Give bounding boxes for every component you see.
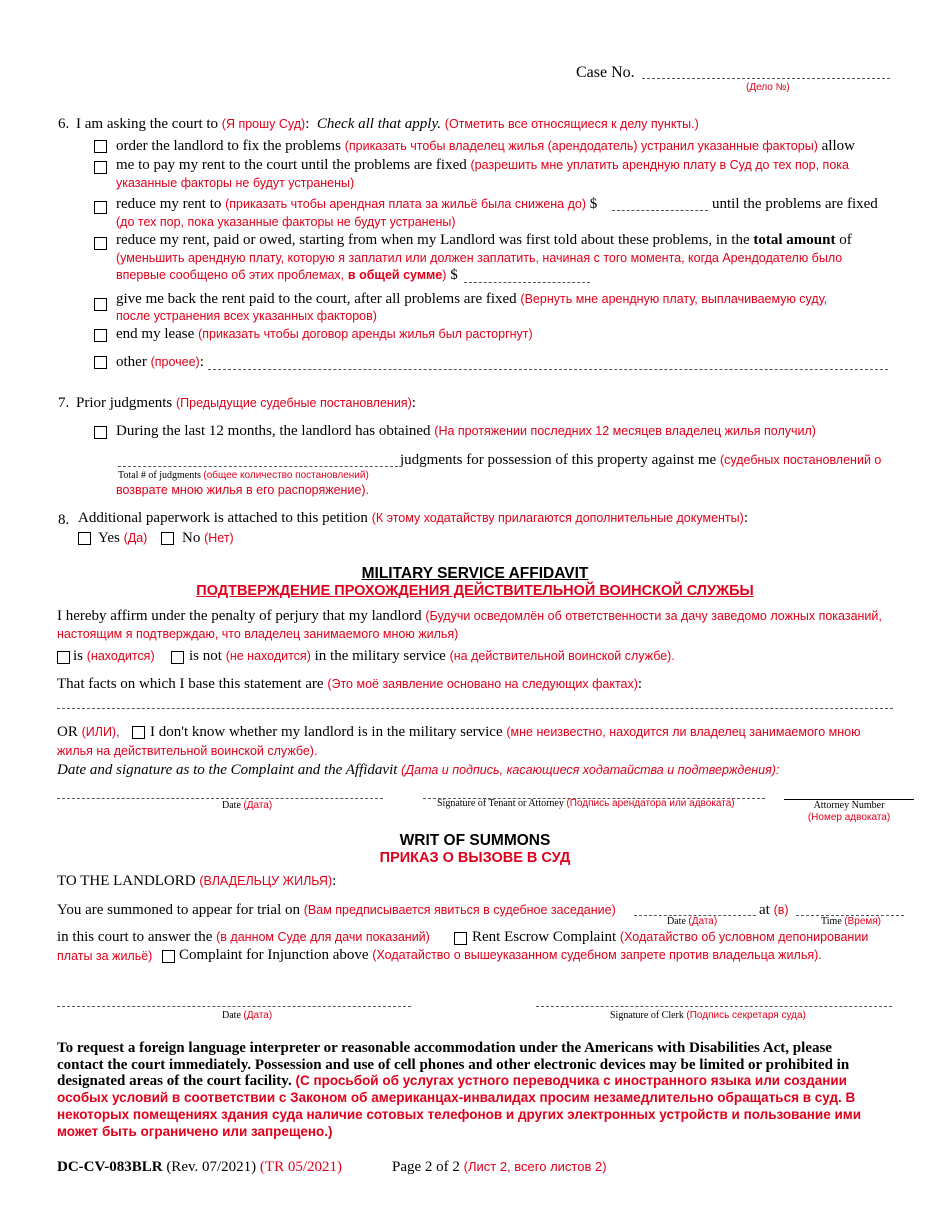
facts-line (57, 676, 642, 693)
signature-tenant-label (437, 798, 735, 809)
opt4-ru-close: ) (442, 268, 447, 282)
attorney-number-label: Attorney Number (813, 800, 885, 811)
footer-rev: (Rev. 07/2021) (166, 1159, 257, 1175)
affidavit-date-field[interactable] (57, 798, 383, 799)
opt4-ru-line2 (116, 267, 458, 284)
is-ru: (находится) (86, 649, 155, 663)
item7-total-label (118, 470, 369, 481)
dontknow-ru-b: жилья на действительной воинской службе). (57, 744, 318, 758)
item6-lead (76, 116, 699, 133)
is-en: is (73, 648, 84, 664)
trial-time-label (821, 916, 881, 927)
military-title: MILITARY SERVICE AFFIDAVIT (361, 565, 589, 582)
affidavit-date-ru: (Дата) (243, 800, 273, 811)
service-en: in the military service (314, 648, 446, 664)
judgments-count-field[interactable] (118, 466, 398, 467)
notice-ru-1: (С просьбой об услугах устного переводчика с иностранного языка или создании (295, 1073, 847, 1088)
opt5-ru-a: (Вернуть мне арендную плату, выплачиваемую суду, (520, 292, 828, 306)
checkbox-is-not[interactable] (171, 651, 184, 664)
footer-page-ru: (Лист 2, всего листов 2) (463, 1159, 607, 1174)
yes-label (98, 530, 147, 547)
opt3-ru-b: (до тех пор, пока указанные факторы не будут устранены) (116, 215, 456, 229)
item7-cb-line (116, 423, 816, 440)
trial-date-en: Date (667, 916, 686, 927)
notice-en-2: contact the court immediately. Possession and use of cell phones and other electronic devices may be limited or prohibited in (57, 1057, 850, 1073)
or-line (57, 724, 120, 741)
item7-title-ru: (Предыдущие судебные постановления) (176, 396, 412, 410)
item7-judg-ru-b: возврате мною жилья в его распоряжение). (116, 483, 370, 497)
case-no-field[interactable] (642, 78, 890, 79)
item7-colon: : (411, 395, 416, 411)
opt2-ru-a: (разрешить мне уплатить арендную плату в Суд до тех пор, пока (470, 158, 849, 172)
writ-date-en: Date (222, 1010, 241, 1021)
dontknow-ru-a: (мне неизвестно, находится ли владелец занимаемого мною (506, 725, 861, 739)
clerk-signature-ru: (Подпись секретаря суда) (686, 1010, 806, 1021)
is-label (73, 648, 155, 665)
military-title-ru: ПОДТВЕРЖДЕНИЕ ПРОХОЖДЕНИЯ ДЕЙСТВИТЕЛЬНОЙ ВОИНСКОЙ СЛУЖБЫ (196, 583, 754, 599)
or-en: OR (57, 724, 78, 740)
checkbox-yes[interactable] (78, 532, 91, 545)
escrow-ru-a: (Ходатайство об условном депонировании (619, 930, 869, 944)
opt7-line (116, 354, 204, 371)
answer-ru: (в данном Суде для дачи показаний) (216, 930, 430, 944)
yes-ru: (Да) (123, 531, 148, 545)
checkbox-injunction[interactable] (162, 950, 175, 963)
signature-tenant-en: Signature of Tenant or Attorney (437, 798, 564, 809)
to-landlord-colon: : (332, 873, 337, 889)
at-en: at (759, 902, 770, 918)
notice-ru-2: особых условий в соответствии с Законом об американцах-инвалидах просим незамедлительно обращаться в суд. В (57, 1090, 856, 1105)
to-landlord-line (57, 873, 336, 890)
at-ru: (в) (773, 903, 789, 917)
checkbox-rent-escrow[interactable] (454, 932, 467, 945)
answer-line (57, 929, 430, 946)
item8-colon: : (743, 510, 748, 526)
writ-title-ru: ПРИКАЗ О ВЫЗОВЕ В СУД (379, 850, 571, 866)
case-no-label: Case No. (576, 64, 635, 81)
no-label (182, 530, 234, 547)
escrow-en: Rent Escrow Complaint (472, 929, 617, 945)
opt2-line (116, 157, 849, 174)
facts-field[interactable] (57, 708, 893, 709)
escrow-line (472, 929, 868, 946)
item7-total-en: Total # of judgments (118, 470, 201, 481)
affirm-ru-a: (Будучи осведомлён об ответственности за дачу заведомо ложных показаний, (425, 609, 882, 623)
writ-date-ru: (Дата) (243, 1010, 273, 1021)
opt4-ru-b: впервые сообщено об этих проблемах, (116, 268, 345, 282)
to-landlord-en: TO THE LANDLORD (57, 873, 196, 889)
opt6-line (116, 326, 533, 343)
or-ru: (ИЛИ), (81, 725, 120, 739)
injunction-line (179, 947, 822, 964)
summon-ru: (Вам предписывается явиться в судебное заседание) (303, 903, 616, 917)
item8-ru: (К этому ходатайству прилагаются дополнительные документы) (371, 511, 744, 525)
trial-date-ru: (Дата) (688, 916, 718, 927)
item6-lead-colon: : (305, 116, 310, 132)
item7-judg-ru-a: (судебных постановлений о (719, 453, 882, 467)
opt7-colon: : (199, 354, 204, 370)
clerk-signature-en: Signature of Clerk (610, 1010, 684, 1021)
opt5-line (116, 291, 827, 308)
item7-title (76, 395, 416, 412)
to-landlord-ru: (ВЛАДЕЛЬЦУ ЖИЛЬЯ) (199, 874, 333, 888)
isnot-en: is not (189, 648, 222, 664)
checkbox-dont-know[interactable] (132, 726, 145, 739)
answer-en: in this court to answer the (57, 929, 213, 945)
footer-tr: (TR 05/2021) (259, 1159, 342, 1175)
opt7-ru: (прочее) (150, 355, 200, 369)
opt3-line (116, 196, 597, 213)
opt4-of: of (839, 232, 852, 248)
opt6-ru: (приказать чтобы договор аренды жилья был расторгнут) (198, 327, 533, 341)
checkbox-prior-judgments[interactable] (94, 426, 107, 439)
affirm-en: I hereby affirm under the penalty of perjury that my landlord (57, 608, 422, 624)
opt4-line (116, 232, 852, 249)
item7-cb-en: During the last 12 months, the landlord has obtained (116, 423, 431, 439)
footer-page (392, 1159, 607, 1176)
opt6-en: end my lease (116, 326, 195, 342)
item7-number: 7. (58, 395, 70, 411)
item6-number: 6. (58, 116, 70, 132)
writ-date-label (222, 1010, 272, 1021)
opt7-en: other (116, 354, 147, 370)
injunction-en: Complaint for Injunction above (179, 947, 369, 963)
reduce-rent-amount-field[interactable] (612, 210, 708, 211)
opt1-allow: allow (821, 138, 855, 154)
opt4-dollar: $ (450, 267, 458, 283)
no-en: No (182, 530, 201, 546)
opt5-en: give me back the rent paid to the court, after all problems are fixed (116, 291, 517, 307)
footer-page-en: Page 2 of 2 (392, 1159, 460, 1175)
clerk-signature-label (610, 1010, 806, 1021)
service-ru: (на действительной воинской службе). (449, 649, 675, 663)
notice-en-3: designated areas of the court facility. (57, 1073, 292, 1089)
opt1-line (116, 138, 855, 155)
item6-check-en: Check all that apply. (316, 116, 442, 132)
item6-check-ru: (Отметить все относящиеся к делу пункты.) (444, 117, 699, 131)
opt2-en: me to pay my rent to the court until the problems are fixed (116, 157, 467, 173)
item7-total-ru: (общее количество постановлений) (203, 470, 369, 481)
item7-cb-ru: (На протяжении последних 12 месяцев владелец жилья получил) (434, 424, 816, 438)
other-field[interactable] (208, 369, 888, 370)
opt3-en: reduce my rent to (116, 196, 222, 212)
checkbox-reduce-rent-total[interactable] (94, 237, 107, 250)
affirm-line (57, 608, 882, 625)
checkbox-is[interactable] (57, 651, 70, 664)
checkbox-no[interactable] (161, 532, 174, 545)
opt3-ru: (приказать чтобы арендная плата за жильё была снижена до) (225, 197, 587, 211)
attorney-number-ru: (Номер адвоката) (807, 812, 891, 823)
checkbox-other[interactable] (94, 356, 107, 369)
footer-form (57, 1159, 342, 1176)
checkbox-reduce-rent-to[interactable] (94, 201, 107, 214)
item8-en: Additional paperwork is attached to this petition (78, 510, 368, 526)
notice-ru-4: может быть ограничено или запрещено.) (57, 1124, 333, 1139)
opt1-en: order the landlord to fix the problems (116, 138, 341, 154)
datesig-line (57, 762, 779, 779)
isnot-label (189, 648, 675, 665)
opt4-ru-a: (уменьшить арендную плату, которую я заплатил или должен заплатить, начиная с того момента, когда Арендодателю было (116, 251, 843, 265)
checkbox-give-back-rent[interactable] (94, 298, 107, 311)
affirm-ru-b: настоящим я подтверждаю, что владелец занимаемого мною жилья) (57, 627, 459, 641)
isnot-ru: (не находится) (225, 649, 311, 663)
escrow-ru-b: платы за жильё) (57, 949, 153, 963)
signature-tenant-ru: (Подпись арендатора или адвоката) (566, 798, 735, 809)
dontknow-line (150, 724, 860, 741)
affidavit-date-label (222, 800, 272, 811)
notice-ru-3: некоторых помещениях здания суда наличие сотовых телефонов и других электронных устройств и пользование ими (57, 1107, 862, 1122)
item7-judg-line (400, 452, 881, 469)
yes-en: Yes (98, 530, 120, 546)
case-no-ru: (Дело №) (746, 82, 790, 93)
no-ru: (Нет) (204, 531, 234, 545)
reduce-rent-total-field[interactable] (464, 282, 590, 283)
clerk-signature-field[interactable] (536, 1006, 892, 1007)
opt4-total-amount: total amount (753, 232, 836, 248)
opt3-until: until the problems are fixed (712, 196, 878, 212)
facts-colon: : (637, 676, 643, 692)
datesig-en: Date and signature as to the Complaint and the Affidavit (57, 762, 398, 778)
trial-date-label (667, 916, 717, 927)
item7-title-en: Prior judgments (76, 395, 173, 411)
item7-judg-en: judgments for possession of this property against me (400, 452, 717, 468)
opt4-ru-total: в общей сумме (347, 268, 443, 282)
facts-en: That facts on which I base this statement are (57, 676, 324, 692)
affidavit-date-en: Date (222, 800, 241, 811)
writ-title: WRIT OF SUMMONS (399, 832, 551, 849)
injunction-ru: (Ходатайство о вышеуказанном судебном запрете против владельца жилья). (372, 948, 822, 962)
opt2-ru-b: указанные факторы не будут устранены) (116, 176, 355, 190)
item6-lead-en: I am asking the court to (76, 116, 219, 132)
trial-time-en: Time (821, 916, 842, 927)
footer-form-id: DC-CV-083BLR (57, 1159, 163, 1175)
opt1-ru: (приказать чтобы владелец жилья (арендодатель) устранил указанные факторы) (344, 139, 818, 153)
opt5-ru-b: после устранения всех указанных факторов) (116, 309, 377, 323)
facts-ru: (Это моё заявление основано на следующих фактах) (327, 677, 638, 691)
at-label (759, 902, 789, 919)
datesig-ru: (Дата и подпись, касающиеся ходатайства и подтверждения): (401, 763, 780, 777)
checkbox-fix-problems[interactable] (94, 140, 107, 153)
item6-lead-ru: (Я прошу Суд) (221, 117, 306, 131)
checkbox-end-lease[interactable] (94, 329, 107, 342)
notice-line-3 (57, 1073, 847, 1090)
summon-en: You are summoned to appear for trial on (57, 902, 301, 918)
opt3-dollar: $ (589, 196, 598, 212)
item8-line (78, 510, 748, 527)
opt4-en: reduce my rent, paid or owed, starting from when my Landlord was first told about these problems, in the (116, 232, 750, 248)
item8-number: 8. (58, 512, 70, 528)
summon-line (57, 902, 616, 919)
checkbox-pay-court[interactable] (94, 161, 107, 174)
writ-date-field[interactable] (57, 1006, 411, 1007)
trial-time-ru: (Время) (844, 916, 882, 927)
dontknow-en: I don't know whether my landlord is in the military service (150, 724, 503, 740)
notice-en-1: To request a foreign language interpreter or reasonable accommodation under the Americans with Disabilities Act, please (57, 1040, 832, 1056)
